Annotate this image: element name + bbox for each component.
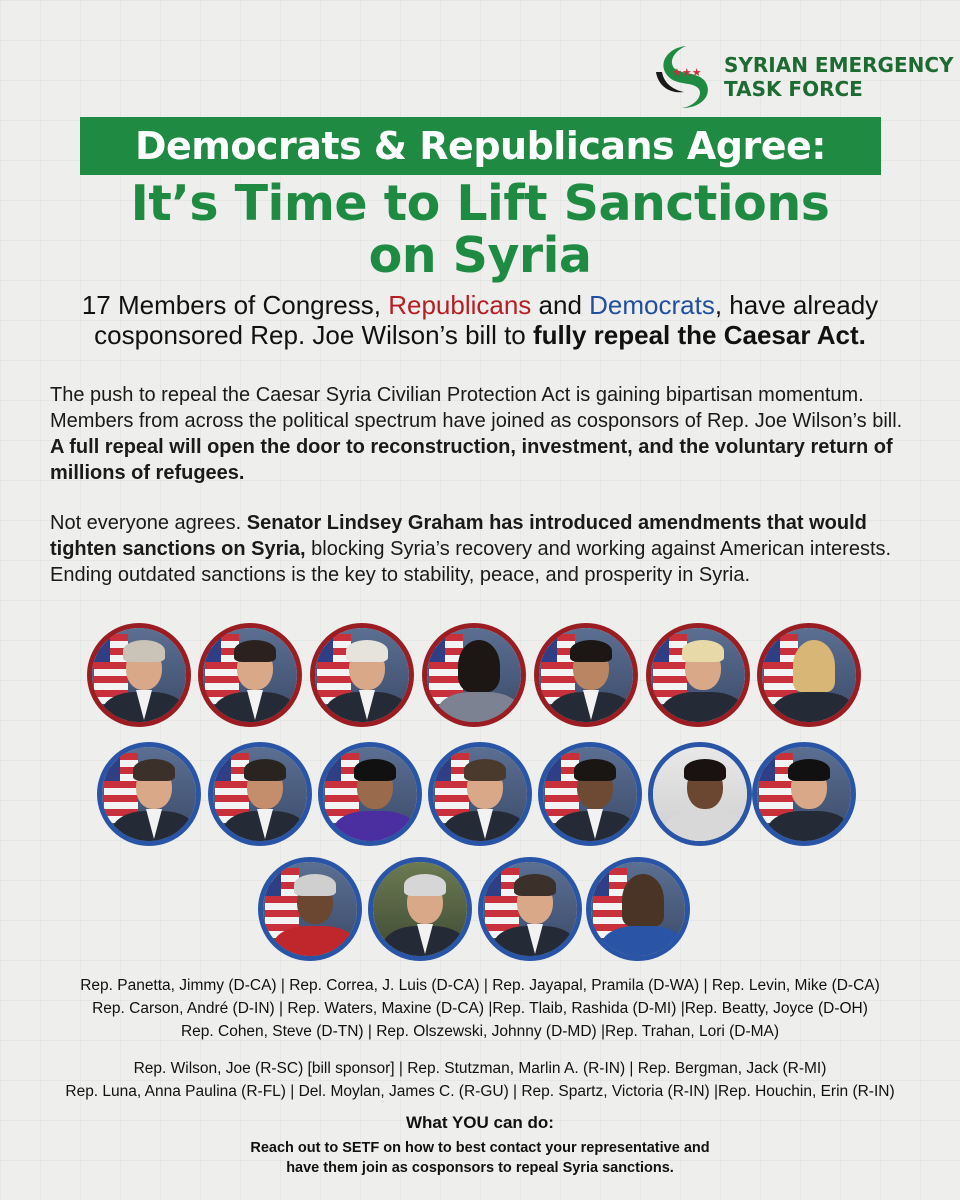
- democrat-line-2: Rep. Carson, André (D-IN) | Rep. Waters, Maxine (D-CA) |Rep. Tlaib, Rashida (D-MI) |Rep. Beatty, Joyce (D-OH): [92, 1000, 868, 1017]
- lead-part-2: , have already cosponsored Rep. Joe Wilson’s bill to: [94, 290, 879, 350]
- subhead-line-1: It’s Time to Lift Sanctions: [130, 175, 830, 232]
- portrait-republican: [757, 623, 861, 727]
- lead-democrats: Democrats: [589, 290, 715, 320]
- setf-logo: [648, 42, 954, 112]
- logo-line-2: TASK FORCE: [724, 77, 863, 101]
- paragraph-1-text: The push to repeal the Caesar Syria Civilian Protection Act is gaining bipartisan momentum. Members from across the political spectrum have joined as cosponsors of Rep. Joe Wilson’s bill.: [50, 384, 903, 432]
- paragraph-2-text-2: blocking Syria’s recovery and working against American interests. Ending outdated sanctions is the key to stability, peace, and prosperity in Syria.: [50, 538, 892, 586]
- cta-title: What YOU can do:: [406, 1113, 554, 1132]
- lead-bold: fully repeal the Caesar Act.: [533, 320, 866, 350]
- paragraph-1: [50, 382, 920, 486]
- paragraph-2: [50, 510, 920, 588]
- portrait-grid: [0, 620, 960, 970]
- lead-part-1: 17 Members of Congress,: [81, 290, 389, 320]
- portrait-democrat: [368, 857, 472, 961]
- portrait-democrat: [478, 857, 582, 961]
- portrait-democrat: [258, 857, 362, 961]
- republican-cosponsors-list: [0, 1057, 960, 1103]
- portrait-democrat: [428, 742, 532, 846]
- cta-body: [0, 1138, 960, 1178]
- cta-line-1: Reach out to SETF on how to best contact your representative and: [250, 1140, 710, 1156]
- portrait-democrat: [318, 742, 422, 846]
- portrait-republican: [534, 623, 638, 727]
- democrat-line-1: Rep. Panetta, Jimmy (D-CA) | Rep. Correa, J. Luis (D-CA) | Rep. Jayapal, Pramila (D-WA) | Rep. Levin, Mike (D-CA): [80, 977, 880, 994]
- subhead-line-2: on Syria: [368, 227, 592, 284]
- portrait-democrat: [648, 742, 752, 846]
- portrait-democrat: [97, 742, 201, 846]
- svg-text:★★★: ★★★: [672, 66, 702, 79]
- setf-logo-icon: [648, 42, 720, 112]
- portrait-democrat: [208, 742, 312, 846]
- subheadline: [0, 175, 960, 284]
- headline-banner: [80, 117, 881, 175]
- portrait-republican: [87, 623, 191, 727]
- portrait-democrat: [538, 742, 642, 846]
- logo-line-1: SYRIAN EMERGENCY: [724, 53, 954, 77]
- portrait-republican: [198, 623, 302, 727]
- setf-logo-text: [724, 53, 954, 101]
- republican-line-2: Rep. Luna, Anna Paulina (R-FL) | Del. Moylan, James C. (R-GU) | Rep. Spartz, Victoria (R-IN) |Rep. Houchin, Erin (R-IN): [65, 1083, 895, 1100]
- lead-republicans: Republicans: [388, 290, 532, 320]
- portrait-republican: [422, 623, 526, 727]
- paragraph-2-bold: Senator Lindsey Graham has introduced amendments that would tighten sanctions on Syria,: [50, 512, 867, 560]
- portrait-republican: [646, 623, 750, 727]
- portrait-democrat: [752, 742, 856, 846]
- lead-and: and: [531, 290, 590, 320]
- portrait-democrat: [586, 857, 690, 961]
- paragraph-1-bold: A full repeal will open the door to reconstruction, investment, and the voluntary return of millions of refugees.: [50, 436, 893, 484]
- cta-line-2: have them join as cosponsors to repeal Syria sanctions.: [286, 1160, 674, 1176]
- democrat-cosponsors-list: [0, 974, 960, 1043]
- headline-text: Democrats & Republicans Agree:: [134, 124, 826, 168]
- republican-line-1: Rep. Wilson, Joe (R-SC) [bill sponsor] | Rep. Stutzman, Marlin A. (R-IN) | Rep. Bergman, Jack (R-MI): [133, 1060, 827, 1077]
- paragraph-2-text-1: Not everyone agrees.: [50, 512, 247, 534]
- portrait-republican: [310, 623, 414, 727]
- lead-statement: [50, 290, 910, 350]
- democrat-line-3: Rep. Cohen, Steve (D-TN) | Rep. Olszewski, Johnny (D-MD) |Rep. Trahan, Lori (D-MA): [180, 1023, 780, 1040]
